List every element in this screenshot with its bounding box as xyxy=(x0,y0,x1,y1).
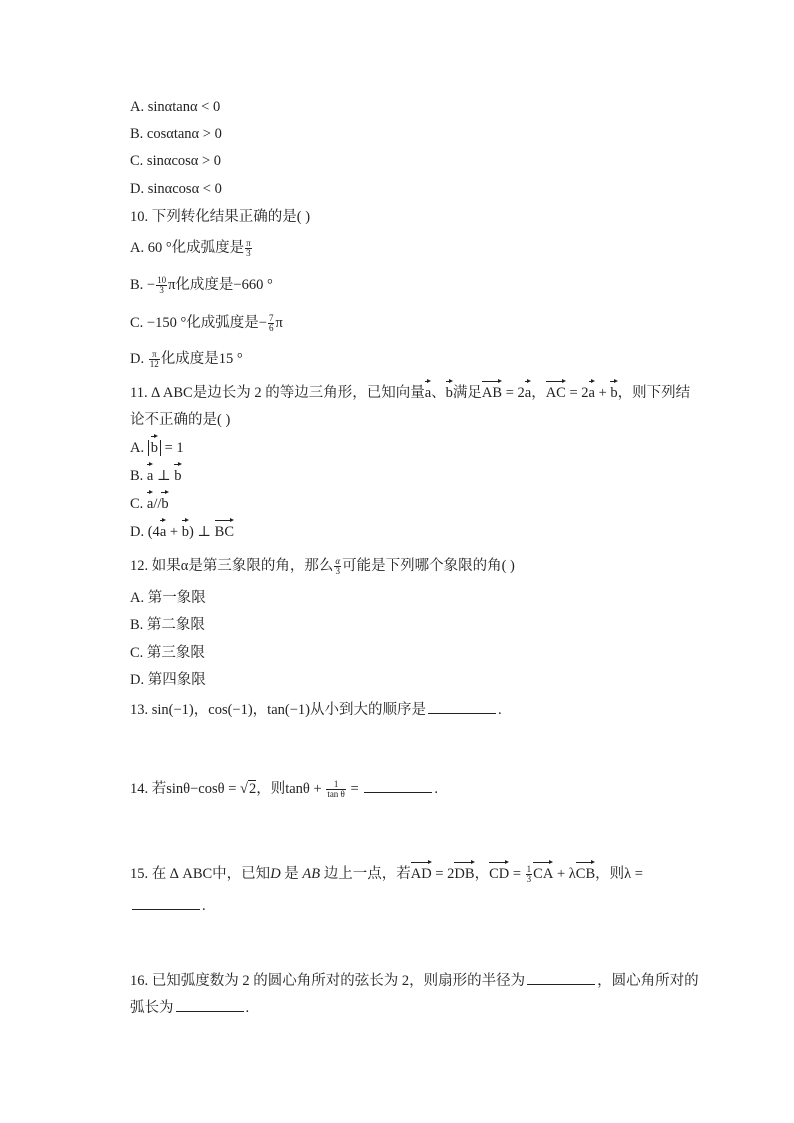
q12-text: 12. 如果α是第三象限的角，那么 xyxy=(130,558,334,574)
fraction-numerator: 1 xyxy=(526,864,532,875)
q16-stem-line2 xyxy=(130,997,249,1018)
q11-b-label: B. xyxy=(130,468,147,484)
point-d: D xyxy=(270,866,281,882)
vector-a: a xyxy=(146,496,154,512)
q10-option-b xyxy=(130,275,273,295)
fraction-numerator: π xyxy=(246,238,251,249)
q14-text: = xyxy=(346,781,363,797)
q11-d-text: ) ⊥ xyxy=(188,524,215,540)
fraction xyxy=(526,865,533,884)
q11-text: + xyxy=(594,385,611,401)
q14-stem xyxy=(130,778,438,799)
q12-option-d: D. 第四象限 xyxy=(130,672,206,688)
vector-b: b xyxy=(610,385,618,401)
vector-bc: BC xyxy=(214,524,234,540)
q11-stem-line1 xyxy=(130,383,690,403)
q10-option-c xyxy=(130,313,283,333)
q10-d-text-post: 化成度是15 ° xyxy=(160,351,243,367)
q11-a-label: A. xyxy=(130,440,148,456)
vector-b: b xyxy=(150,440,158,456)
q14-text: 14. 若sinθ−cosθ = √ xyxy=(130,781,248,797)
q16-text: 弧长为 xyxy=(130,1000,174,1016)
fraction-numerator: π xyxy=(149,350,160,360)
q12-stem xyxy=(130,556,515,576)
vector-ca: CA xyxy=(533,866,554,882)
q9-option-b: B. cosαtanα > 0 xyxy=(130,126,222,142)
q14-end: . xyxy=(434,781,438,797)
q10-option-a xyxy=(130,238,253,258)
answer-blank-arc[interactable] xyxy=(176,997,244,1012)
q11-c-label: C. xyxy=(130,496,147,512)
q9-option-d: D. sinαcosα < 0 xyxy=(130,181,222,197)
fraction-numerator: 10 xyxy=(157,275,167,286)
q16-stem-line1 xyxy=(130,970,699,991)
q14-text: ，则tanθ + xyxy=(256,781,326,797)
q11-d-text: + xyxy=(166,524,182,540)
q11-stem-line2: 论不正确的是( ) xyxy=(130,412,231,428)
vector-a: a xyxy=(588,385,595,401)
parallel-symbol: // xyxy=(153,496,162,512)
q11-text: 满足 xyxy=(452,385,482,401)
fraction xyxy=(268,314,275,333)
fraction-denominator: 3 xyxy=(159,285,164,296)
segment-ab: AB xyxy=(302,866,321,882)
q10-b-text: B. − xyxy=(130,277,156,293)
q12-text: 可能是下列哪个象限的角( ) xyxy=(342,558,515,574)
vector-cb: CB xyxy=(575,866,596,882)
vector-ac: AC xyxy=(545,385,566,401)
answer-blank-radius[interactable] xyxy=(527,970,595,985)
vector-ab: AB xyxy=(481,385,503,401)
q15-stem-line1 xyxy=(130,864,643,884)
q16-end: . xyxy=(245,1000,250,1016)
answer-blank[interactable] xyxy=(132,895,200,910)
q13-text: 13. sin(−1)，cos(−1)，tan(−1)从小到大的顺序是 xyxy=(130,702,426,718)
sqrt-radicand: 2 xyxy=(248,781,257,797)
q10-a-text: A. 60 °化成弧度是 xyxy=(130,240,245,256)
q13-end: . xyxy=(497,702,502,718)
q15-end: . xyxy=(202,898,206,914)
q11-text: ， xyxy=(531,385,546,401)
q16-text: ，圆心角所对的 xyxy=(597,973,699,989)
q11-option-d xyxy=(130,522,234,542)
fraction-denominator: 3 xyxy=(526,874,532,885)
q12-option-a: A. 第一象限 xyxy=(130,590,206,606)
q11-text: = 2 xyxy=(502,385,525,401)
fraction-denominator: 12 xyxy=(149,359,159,370)
fraction xyxy=(245,239,252,258)
q12-option-b: B. 第二象限 xyxy=(130,617,205,633)
q11-text: 11. ∆ ABC是边长为 2 的等边三角形，已知向量 xyxy=(130,385,425,401)
vector-b: b xyxy=(181,524,189,540)
fraction-denominator: 3 xyxy=(335,566,340,577)
q15-text: ，则λ = xyxy=(595,866,643,882)
q9-option-c: C. sinαcosα > 0 xyxy=(130,153,222,169)
q15-text: 是 xyxy=(280,866,303,882)
q10-c-text-post: π xyxy=(275,315,283,331)
vector-cd: CD xyxy=(489,866,510,882)
q11-option-b xyxy=(130,466,182,486)
q15-text: + λ xyxy=(553,866,576,882)
q10-c-text: C. −150 °化成弧度是− xyxy=(130,315,267,331)
vector-a: a xyxy=(524,385,532,401)
q10-b-text-post: π化成度是−660 ° xyxy=(168,277,273,293)
q12-option-c: C. 第三象限 xyxy=(130,645,205,661)
fraction-denominator: 3 xyxy=(246,248,251,259)
q11-separator: 、 xyxy=(431,385,446,401)
vector-db: DB xyxy=(454,866,475,882)
answer-blank[interactable] xyxy=(428,699,496,714)
q11-text: = 2 xyxy=(565,385,589,401)
q11-text: ，则下列结 xyxy=(617,385,691,401)
q13-stem xyxy=(130,699,502,720)
fraction xyxy=(334,557,341,576)
q15-text: = 2 xyxy=(431,866,455,882)
q10-d-text: D. xyxy=(130,351,148,367)
vector-a: a xyxy=(424,385,432,401)
fraction xyxy=(326,780,346,799)
abs-value xyxy=(148,440,161,456)
fraction xyxy=(156,276,167,295)
q15-text: ， xyxy=(474,866,490,882)
q10-stem: 10. 下列转化结果正确的是( ) xyxy=(130,209,311,225)
fraction-numerator: 7 xyxy=(268,313,274,324)
q10-option-d xyxy=(130,349,243,369)
vector-a: a xyxy=(146,468,154,484)
q15-text: 边上一点，若 xyxy=(320,866,411,882)
answer-blank[interactable] xyxy=(364,778,432,793)
vector-b: b xyxy=(174,468,182,484)
fraction-numerator: α xyxy=(335,556,341,567)
fraction-denominator: 6 xyxy=(268,323,274,334)
q11-option-a xyxy=(130,438,184,458)
fraction xyxy=(149,350,160,369)
q15-text: = xyxy=(509,866,525,882)
q11-option-c xyxy=(130,494,169,514)
perpendicular-symbol: ⊥ xyxy=(153,468,175,484)
q15-text: 15. 在 ∆ ABC中，已知 xyxy=(130,866,271,882)
vector-b: b xyxy=(445,385,453,401)
q11-d-label: D. (4 xyxy=(130,524,160,540)
q16-text: 16. 已知弧度数为 2 的圆心角所对的弦长为 2，则扇形的半径为 xyxy=(130,973,526,989)
vector-ad: AD xyxy=(410,866,432,882)
vector-a: a xyxy=(159,524,167,540)
q11-a-text: = 1 xyxy=(160,440,184,456)
fraction-denominator: tan θ xyxy=(327,789,345,800)
q15-stem-line2 xyxy=(130,895,206,916)
fraction-numerator: 1 xyxy=(326,780,346,790)
q9-option-a: A. sinαtanα < 0 xyxy=(130,99,221,115)
vector-b: b xyxy=(161,496,169,512)
